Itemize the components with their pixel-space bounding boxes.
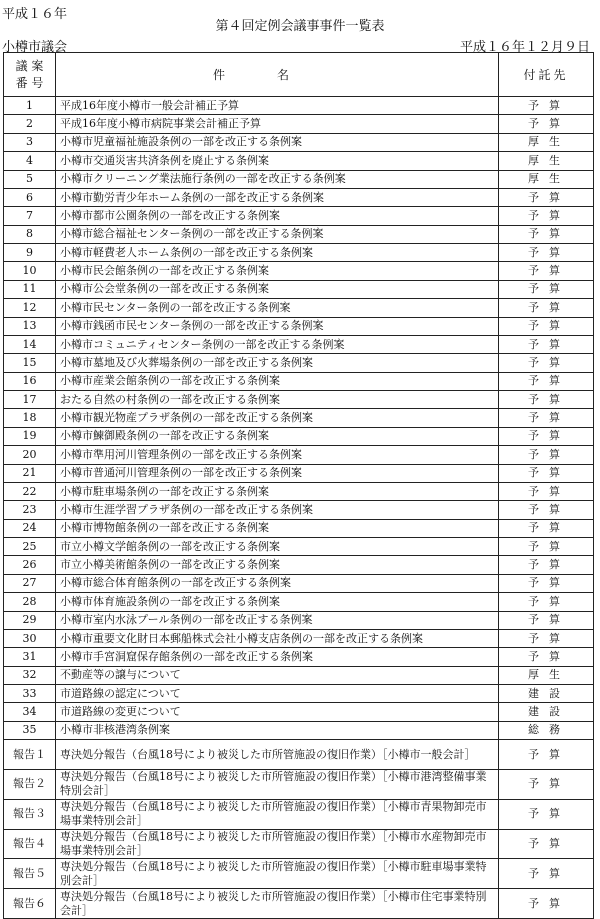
row-item-name: 小樽市普通河川管理条例の一部を改正する条例案 [56,464,499,482]
row-item-name: 専決処分報告（台風18号により被災した市所管施設の復旧作業）［小樽市青果物卸売市場事業特別会計］ [56,799,499,829]
row-number: 3 [4,133,56,151]
row-number: 25 [4,538,56,556]
table-row [4,299,594,317]
row-committee: 予算 [499,225,594,243]
table-row [4,372,594,390]
row-item-name: 専決処分報告（台風18号により被災した市所管施設の復旧作業）［小樽市水産物卸売市場事業特別会計］ [56,829,499,859]
row-committee: 予算 [499,799,594,829]
row-item-name: 小樽市クリーニング業法施行条例の一部を改正する条例案 [56,170,499,188]
row-committee: 予算 [499,629,594,647]
table-header-row [4,53,594,97]
row-committee: 予算 [499,391,594,409]
row-committee: 予算 [499,299,594,317]
report-row [4,859,594,889]
row-number: 30 [4,629,56,647]
row-item-name: 小樽市墓地及び火葬場条例の一部を改正する条例案 [56,354,499,372]
table-row [4,244,594,262]
row-number: 33 [4,685,56,703]
row-committee: 予算 [499,335,594,353]
row-number: 6 [4,188,56,206]
row-item-name: 小樽市総合福祉センター条例の一部を改正する条例案 [56,225,499,243]
table-row [4,280,594,298]
row-item-name: 専決処分報告（台風18号により被災した市所管施設の復旧作業）［小樽市港湾整備事業特別会計］ [56,769,499,799]
document-date: 平成１６年１２月９日 [459,40,590,55]
table-row [4,611,594,629]
row-item-name: 小樽市準用河川管理条例の一部を改正する条例案 [56,446,499,464]
row-number: 22 [4,482,56,500]
agenda-table [3,52,594,919]
table-row [4,207,594,225]
row-committee: 予算 [499,574,594,592]
row-item-name: 小樽市交通災害共済条例を廃止する条例案 [56,152,499,170]
report-row [4,769,594,799]
row-item-name: 小樽市博物館条例の一部を改正する条例案 [56,519,499,537]
row-number: 11 [4,280,56,298]
report-row [4,799,594,829]
row-committee: 予算 [499,519,594,537]
row-committee: 予算 [499,829,594,859]
header-bill-number-line1: 議 案 [15,58,44,73]
table-row [4,556,594,574]
row-committee: 建設 [499,685,594,703]
row-number: 報告２ [4,769,56,799]
row-committee: 建設 [499,703,594,721]
table-row [4,446,594,464]
row-item-name: 小樽市民会館条例の一部を改正する条例案 [56,262,499,280]
row-committee: 予算 [499,354,594,372]
report-row [4,829,594,859]
row-number: 24 [4,519,56,537]
row-number: 20 [4,446,56,464]
row-committee: 厚生 [499,170,594,188]
table-row [4,501,594,519]
table-row [4,170,594,188]
row-committee: 予算 [499,501,594,519]
row-item-name: 市立小樽文学館条例の一部を改正する条例案 [56,538,499,556]
row-item-name: 小樽市観光物産プラザ条例の一部を改正する条例案 [56,409,499,427]
row-number: 12 [4,299,56,317]
table-row [4,666,594,684]
row-number: 2 [4,115,56,133]
table-row [4,409,594,427]
row-committee: 予算 [499,556,594,574]
row-number: 報告６ [4,889,56,919]
row-number: 31 [4,648,56,666]
row-number: 26 [4,556,56,574]
table-row [4,629,594,647]
row-number: 19 [4,427,56,445]
row-number: 7 [4,207,56,225]
row-committee: 厚生 [499,666,594,684]
row-committee: 予算 [499,538,594,556]
row-item-name: 小樽市児童福祉施設条例の一部を改正する条例案 [56,133,499,151]
row-item-name: 平成16年度小樽市病院事業会計補正予算 [56,115,499,133]
table-row [4,354,594,372]
report-row [4,889,594,919]
row-item-name: 小樽市手宮洞窟保存館条例の一部を改正する条例案 [56,648,499,666]
row-item-name: 小樽市重要文化財日本郵船株式会社小樽支店条例の一部を改正する条例案 [56,629,499,647]
row-number: 報告３ [4,799,56,829]
row-committee: 予算 [499,427,594,445]
row-committee: 予算 [499,611,594,629]
row-number: 10 [4,262,56,280]
row-number: 34 [4,703,56,721]
table-row [4,152,594,170]
row-item-name: 小樽市鰊御殿条例の一部を改正する条例案 [56,427,499,445]
row-number: 15 [4,354,56,372]
row-item-name: 市道路線の認定について [56,685,499,703]
row-committee: 予算 [499,207,594,225]
row-item-name: 専決処分報告（台風18号により被災した市所管施設の復旧作業）［小樽市一般会計］ [56,740,499,770]
table-row [4,685,594,703]
table-row [4,593,594,611]
row-item-name: 平成16年度小樽市一般会計補正予算 [56,97,499,115]
table-row [4,703,594,721]
row-number: 29 [4,611,56,629]
row-committee: 予算 [499,740,594,770]
row-item-name: 小樽市生涯学習プラザ条例の一部を改正する条例案 [56,501,499,519]
row-item-name: 小樽市非核港湾条例案 [56,721,499,739]
row-number: 16 [4,372,56,390]
row-number: 報告１ [4,740,56,770]
row-number: 23 [4,501,56,519]
row-number: 報告５ [4,859,56,889]
table-row [4,335,594,353]
table-row [4,519,594,537]
row-number: 18 [4,409,56,427]
row-committee: 予算 [499,482,594,500]
row-number: 21 [4,464,56,482]
row-number: 5 [4,170,56,188]
row-number: 17 [4,391,56,409]
row-committee: 予算 [499,889,594,919]
header-bill-number [4,53,56,97]
row-committee: 予算 [499,648,594,666]
row-number: 32 [4,666,56,684]
table-row [4,648,594,666]
row-committee: 予算 [499,464,594,482]
row-committee: 予算 [499,409,594,427]
table-row [4,317,594,335]
council-name: 小樽市議会 [2,40,68,55]
row-committee: 予算 [499,372,594,390]
row-number: 27 [4,574,56,592]
row-item-name: 小樽市都市公園条例の一部を改正する条例案 [56,207,499,225]
row-committee: 予算 [499,859,594,889]
row-number: 4 [4,152,56,170]
row-item-name: 不動産等の譲与について [56,666,499,684]
table-row [4,115,594,133]
row-item-name: 小樽市産業会館条例の一部を改正する条例案 [56,372,499,390]
row-item-name: 市立小樽美術館条例の一部を改正する条例案 [56,556,499,574]
row-item-name: 小樽市公会堂条例の一部を改正する条例案 [56,280,499,298]
row-number: 13 [4,317,56,335]
row-committee: 予算 [499,115,594,133]
table-row [4,538,594,556]
row-number: 28 [4,593,56,611]
header-committee: 付託先 [499,53,594,97]
report-row [4,740,594,770]
row-number: 8 [4,225,56,243]
document-year: 平成１６年 [2,7,68,22]
row-committee: 予算 [499,280,594,298]
row-item-name: 小樽市コミュニティセンター条例の一部を改正する条例案 [56,335,499,353]
row-committee: 予算 [499,97,594,115]
row-item-name: 専決処分報告（台風18号により被災した市所管施設の復旧作業）［小樽市駐車場事業特別会計］ [56,859,499,889]
table-row [4,482,594,500]
table-row [4,97,594,115]
table-row [4,262,594,280]
table-row [4,225,594,243]
agenda-table-body [4,97,594,919]
row-item-name: おたる自然の村条例の一部を改正する条例案 [56,391,499,409]
table-row [4,133,594,151]
row-item-name: 小樽市体育施設条例の一部を改正する条例案 [56,593,499,611]
row-number: 35 [4,721,56,739]
document-title: 第４回定例会議事事件一覧表 [215,19,385,34]
row-item-name: 専決処分報告（台風18号により被災した市所管施設の復旧作業）［小樽市住宅事業特別会計］ [56,889,499,919]
row-committee: 予算 [499,446,594,464]
table-row [4,574,594,592]
row-item-name: 小樽市総合体育館条例の一部を改正する条例案 [56,574,499,592]
row-item-name: 市道路線の変更について [56,703,499,721]
row-item-name: 小樽市銭函市民センター条例の一部を改正する条例案 [56,317,499,335]
row-number: 9 [4,244,56,262]
header-item-name: 件名 [56,53,499,97]
table-row [4,464,594,482]
row-committee: 予算 [499,244,594,262]
row-committee: 予算 [499,188,594,206]
row-committee: 総務 [499,721,594,739]
table-row [4,188,594,206]
row-committee: 厚生 [499,133,594,151]
row-committee: 予算 [499,593,594,611]
row-item-name: 小樽市軽費老人ホーム条例の一部を改正する条例案 [56,244,499,262]
table-row [4,721,594,739]
row-item-name: 小樽市勤労青少年ホーム条例の一部を改正する条例案 [56,188,499,206]
row-item-name: 小樽市室内水泳プール条例の一部を改正する条例案 [56,611,499,629]
header-bill-number-line2: 番 号 [15,75,44,90]
row-number: 1 [4,97,56,115]
row-committee: 厚生 [499,152,594,170]
table-row [4,427,594,445]
row-number: 14 [4,335,56,353]
row-committee: 予算 [499,317,594,335]
table-row [4,391,594,409]
row-number: 報告４ [4,829,56,859]
row-item-name: 小樽市駐車場条例の一部を改正する条例案 [56,482,499,500]
row-committee: 予算 [499,262,594,280]
row-item-name: 小樽市民センター条例の一部を改正する条例案 [56,299,499,317]
row-committee: 予算 [499,769,594,799]
